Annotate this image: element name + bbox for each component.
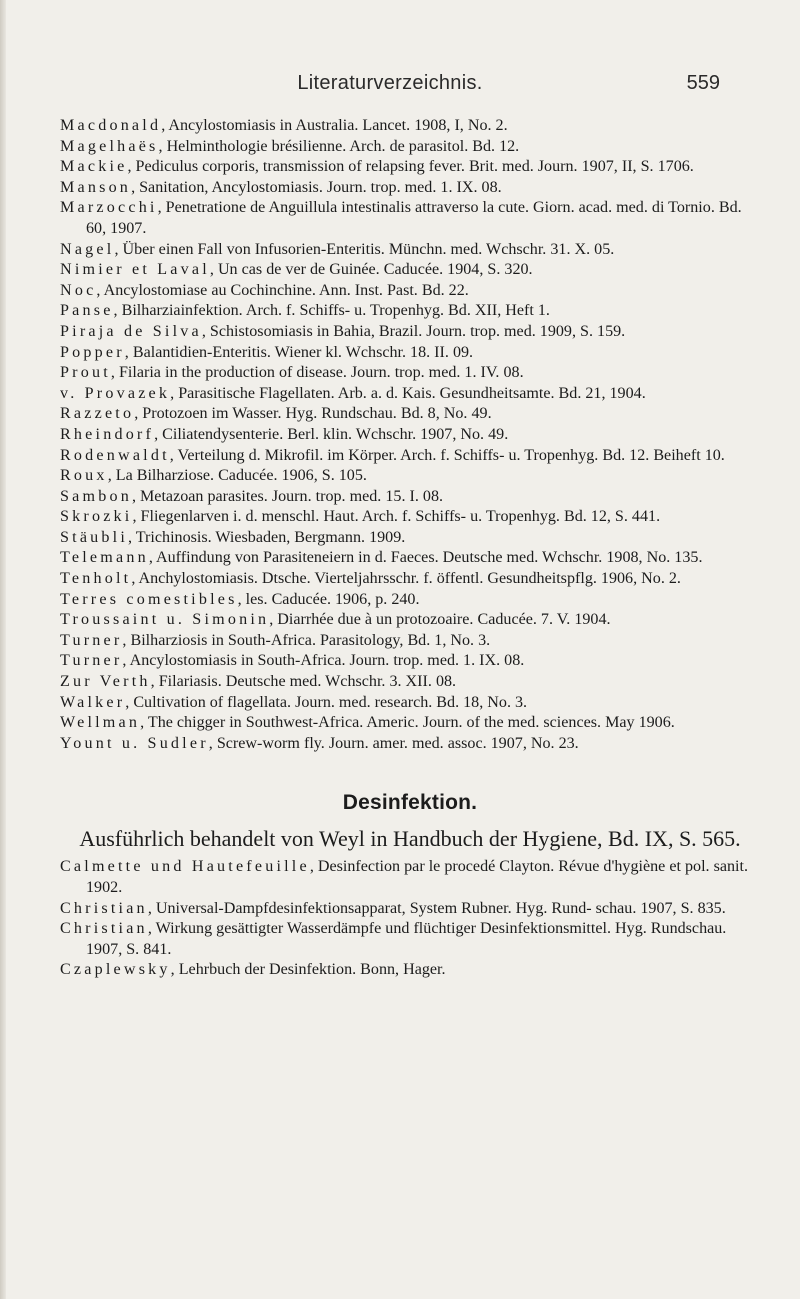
entry-separator: ,	[148, 549, 156, 567]
entry-author: Mackie	[60, 158, 128, 176]
bibliography-entry	[60, 240, 760, 261]
entry-separator: ,	[140, 714, 148, 732]
entry-citation: les. Caducée. 1906, p. 240.	[245, 590, 420, 608]
bibliography-entry	[60, 404, 760, 425]
entry-separator: ,	[124, 343, 133, 361]
entry-separator: ,	[170, 961, 179, 979]
bibliography-entry	[60, 446, 760, 467]
entry-citation: Anchylostomiasis. Dtsche. Vierteljahrsschr. f. öffentl. Gesundheitspflg. 1906, No. 2.	[138, 570, 681, 588]
entry-separator: ,	[157, 199, 166, 217]
entry-citation: The chigger in Southwest-Africa. Americ. Journ. of the med. sciences. May 1906.	[147, 714, 675, 732]
bibliography-entry	[60, 301, 760, 322]
entry-citation: La Bilharziose. Caducée. 1906, S. 105.	[115, 467, 367, 485]
entry-separator: ,	[208, 734, 217, 752]
bibliography-entry	[60, 198, 760, 239]
entry-citation: Universal-Dampfdesinfektionsapparat, System Rubner. Hyg. Rund- schau. 1907, S. 835.	[155, 899, 726, 917]
bibliography-entry	[60, 590, 760, 611]
entry-separator: ,	[96, 281, 104, 299]
entry-citation: Fliegenlarven i. d. menschl. Haut. Arch. f. Schiffs- u. Tropenhyg. Bd. 12, S. 441.	[140, 508, 661, 526]
entry-separator: ,	[125, 693, 134, 711]
entry-author: Terres comestibles	[60, 590, 238, 608]
entry-separator: ,	[134, 405, 143, 423]
bibliography-entry	[60, 384, 760, 405]
bibliography-entry	[60, 487, 760, 508]
entry-separator: ,	[237, 590, 246, 608]
entry-author: Troussaint u. Simonin	[60, 611, 270, 629]
entry-author: Noc	[60, 281, 97, 299]
entry-separator: ,	[131, 178, 140, 196]
entry-separator: ,	[132, 508, 141, 526]
entry-author: Telemann	[60, 549, 149, 567]
entry-author: Magelhaës	[60, 137, 159, 155]
section-heading: Desinfektion.	[342, 791, 478, 815]
entry-citation: Pediculus corporis, transmission of relapsing fever. Brit. med. Journ. 1907, II, S. 1706.	[135, 158, 694, 176]
bibliography-entry	[60, 610, 760, 631]
entry-citation: Wirkung gesättigter Wasserdämpfe und flüchtiger Desinfektionsmittel. Hyg. Rundschau. 1907, S. 841.	[86, 920, 727, 958]
bibliography-entry	[60, 116, 760, 137]
entry-citation: Cultivation of flagellata. Journ. med. research. Bd. 18, No. 3.	[133, 693, 528, 711]
entry-author: Manson	[60, 178, 132, 196]
entry-author: Macdonald	[60, 117, 162, 134]
entry-author: v. Provazek	[60, 384, 171, 402]
entry-author: Wellman	[60, 714, 141, 732]
bibliography-entry	[60, 713, 760, 734]
entry-separator: ,	[154, 425, 163, 443]
entry-citation: Lehrbuch der Desinfektion. Bonn, Hager.	[178, 961, 446, 979]
bibliography-entry	[60, 528, 760, 549]
bibliography-entry	[60, 672, 760, 693]
entry-separator: ,	[113, 302, 122, 320]
entry-citation: Über einen Fall von Infusorien-Enteritis. Münchn. med. Wchschr. 31. X. 05.	[122, 240, 615, 258]
section-note: Ausführlich behandelt von Weyl in Handbuch der Hygiene, Bd. IX, S. 565.	[79, 826, 741, 852]
entry-author: Rheindorf	[60, 425, 155, 443]
entry-author: Roux	[60, 467, 108, 485]
bibliography-content	[60, 116, 760, 981]
bibliography-entry	[60, 734, 760, 755]
entry-citation: Auffindung von Parasiteneiern in d. Faeces. Deutsche med. Wchschr. 1908, No. 135.	[156, 549, 703, 567]
entry-author: Czaplewsky	[60, 961, 171, 979]
bibliography-entry	[60, 857, 760, 898]
bibliography-entry	[60, 960, 760, 981]
page-number: 559	[686, 72, 720, 94]
entry-separator: ,	[114, 240, 123, 258]
entry-citation: Un cas de ver de Guinée. Caducée. 1904, S. 320.	[217, 261, 533, 279]
entry-author: Calmette und Hautefeuille	[60, 858, 310, 876]
entry-author: Turner	[60, 631, 123, 649]
entry-separator: ,	[269, 611, 278, 629]
bibliography-entry	[60, 260, 760, 281]
entry-author: Turner	[60, 652, 123, 670]
page-binding-edge	[0, 0, 6, 1299]
bibliography-entry	[60, 322, 760, 343]
entry-author: Stäubli	[60, 528, 129, 546]
entry-author: Nagel	[60, 240, 115, 258]
entry-separator: ,	[158, 137, 167, 155]
entry-citation: Desinfection par le procedé Clayton. Révue d'hygiène et pol. sanit. 1902.	[86, 858, 749, 896]
entry-citation: Ancylostomiasis in South-Africa. Journ. trop. med. 1. IX. 08.	[129, 652, 525, 670]
entry-separator: ,	[110, 364, 119, 382]
bibliography-entry	[60, 466, 760, 487]
entry-separator: ,	[131, 487, 140, 505]
entry-citation: Protozoen im Wasser. Hyg. Rundschau. Bd. 8, No. 49.	[142, 405, 492, 423]
entry-separator: ,	[170, 384, 179, 402]
entry-separator: ,	[122, 631, 131, 649]
entry-author: Zur Verth	[60, 673, 151, 691]
entry-author: Piraja de Silva	[60, 322, 202, 340]
bibliography-entry	[60, 157, 760, 178]
entry-author: Nimier et Laval	[60, 261, 210, 279]
entry-separator: ,	[161, 117, 169, 134]
entry-author: Skrozki	[60, 508, 133, 526]
entry-citation: Bilharziosis in South-Africa. Parasitology, Bd. 1, No. 3.	[130, 631, 491, 649]
entry-citation: Metazoan parasites. Journ. trop. med. 15. I. 08.	[140, 487, 444, 505]
entry-author: Panse	[60, 302, 114, 320]
entry-citation: Helminthologie brésilienne. Arch. de parasitol. Bd. 12.	[166, 137, 520, 155]
entry-separator: ,	[107, 467, 116, 485]
bibliography-entry	[60, 631, 760, 652]
entry-separator: ,	[209, 261, 218, 279]
entry-citation: Filaria in the production of disease. Journ. trop. med. 1. IV. 08.	[118, 364, 524, 382]
header-title: Literaturverzeichnis.	[297, 72, 483, 94]
bibliography-entry	[60, 178, 760, 199]
bibliography-entry	[60, 363, 760, 384]
entry-separator: ,	[169, 446, 178, 464]
entry-author: Walker	[60, 693, 126, 711]
entry-citation: Trichinosis. Wiesbaden, Bergmann. 1909.	[135, 528, 406, 546]
bibliography-entry	[60, 899, 760, 920]
bibliography-entry	[60, 281, 760, 302]
entry-author: Christian	[60, 899, 148, 917]
entry-citation: Filariasis. Deutsche med. Wchschr. 3. XII. 08.	[158, 673, 457, 691]
entry-citation: Verteilung d. Mikrofil. im Körper. Arch. f. Schiffs- u. Tropenhyg. Bd. 12. Beiheft 10.	[177, 446, 725, 464]
section-entry-list	[60, 857, 760, 981]
entry-author: Popper	[60, 343, 125, 361]
bibliography-entry	[60, 919, 760, 960]
entry-separator: ,	[127, 158, 136, 176]
bibliography-entry	[60, 137, 760, 158]
bibliography-entry	[60, 343, 760, 364]
entry-citation: Balantidien-Enteritis. Wiener kl. Wchschr. 18. II. 09.	[132, 343, 474, 361]
entry-separator: ,	[309, 858, 318, 876]
bibliography-entry	[60, 507, 760, 528]
entry-separator: ,	[201, 322, 210, 340]
entry-list	[60, 116, 760, 754]
entry-separator: ,	[147, 920, 156, 938]
entry-author: Marzocchi	[60, 199, 158, 217]
entry-separator: ,	[122, 652, 130, 670]
entry-author: Tenholt	[60, 570, 132, 588]
entry-citation: Bilharziainfektion. Arch. f. Schiffs- u. Tropenhyg. Bd. XII, Heft 1.	[121, 302, 550, 320]
entry-citation: Diarrhée due à un protozoaire. Caducée. 7. V. 1904.	[277, 611, 611, 629]
entry-author: Yount u. Sudler	[60, 734, 209, 752]
entry-author: Razzeto	[60, 405, 135, 423]
bibliography-entry	[60, 651, 760, 672]
entry-citation: Penetratione de Anguillula intestinalis attraverso la cute. Giorn. acad. med. di Tornio. Bd. 60, 1907.	[86, 199, 742, 237]
bibliography-entry	[60, 425, 760, 446]
entry-citation: Sanitation, Ancylostomiasis. Journ. trop. med. 1. IX. 08.	[139, 178, 502, 196]
bibliography-entry	[60, 693, 760, 714]
entry-citation: Ancylostomiase au Cochinchine. Ann. Inst. Past. Bd. 22.	[103, 281, 469, 299]
entry-separator: ,	[128, 528, 136, 546]
entry-citation: Schistosomiasis in Bahia, Brazil. Journ. trop. med. 1909, S. 159.	[209, 322, 626, 340]
running-header	[60, 72, 720, 102]
entry-citation: Ciliatendysenterie. Berl. klin. Wchschr. 1907, No. 49.	[162, 425, 509, 443]
entry-citation: Screw-worm fly. Journ. amer. med. assoc. 1907, No. 23.	[216, 734, 579, 752]
entry-citation: Ancylostomiasis in Australia. Lancet. 1908, I, No. 2.	[168, 117, 508, 134]
entry-author: Christian	[60, 920, 148, 938]
entry-author: Prout	[60, 364, 111, 382]
bibliography-entry	[60, 548, 760, 569]
entry-author: Rodenwaldt	[60, 446, 170, 464]
entry-separator: ,	[150, 673, 159, 691]
entry-author: Sambon	[60, 487, 132, 505]
entry-citation: Parasitische Flagellaten. Arb. a. d. Kais. Gesundheitsamte. Bd. 21, 1904.	[178, 384, 646, 402]
bibliography-entry	[60, 569, 760, 590]
entry-separator: ,	[147, 899, 156, 917]
entry-separator: ,	[131, 570, 139, 588]
